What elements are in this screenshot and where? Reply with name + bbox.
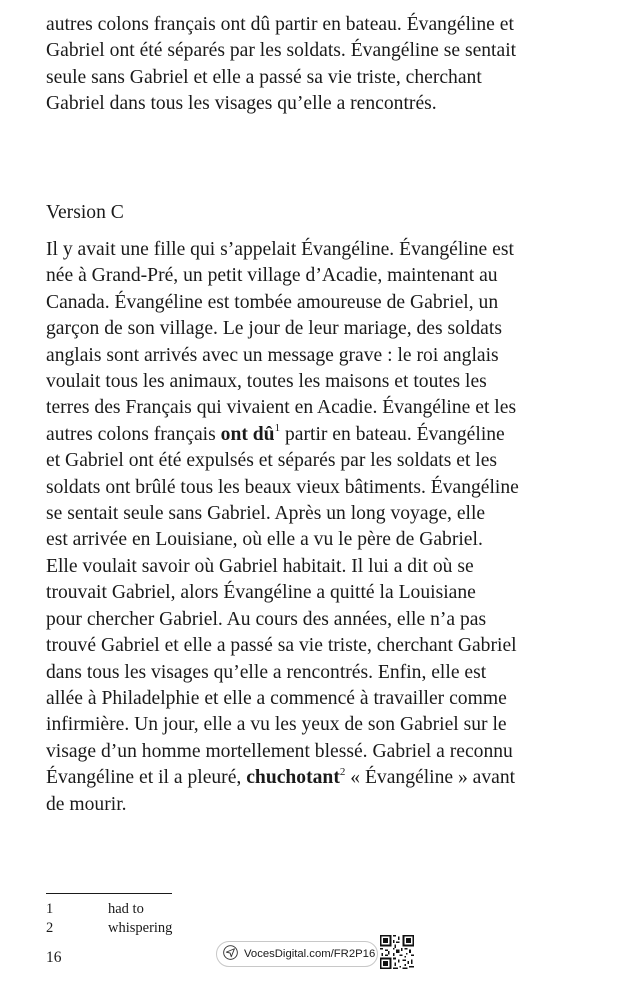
text-line: de mourir. — [46, 793, 127, 815]
text-run: « Évangéline » avant — [345, 767, 516, 789]
footnote-number: 2 — [46, 920, 54, 936]
digital-resource-link[interactable] — [216, 941, 378, 967]
text-line: visage d’un homme mortellement blessé. Gabriel a reconnu — [46, 740, 513, 762]
text-line: trouvé Gabriel et elle a passé sa vie triste, cherchant Gabriel — [46, 635, 517, 657]
text-line: dans tous les visages qu’elle a rencontrés. Enfin, elle est — [46, 661, 487, 683]
text-line: anglais sont arrivés avec un message grave : le roi anglais — [46, 344, 499, 366]
footnote-text: whispering — [108, 920, 173, 936]
page-number: 16 — [46, 949, 62, 966]
text-line: voulait tous les animaux, toutes les maisons et toutes les — [46, 371, 487, 393]
text-line: et Gabriel ont été expulsés et séparés par les soldats et les — [46, 450, 498, 472]
text-line: trouvait Gabriel, alors Évangéline a quitté la Louisiane — [46, 582, 476, 604]
text-line: Elle voulait savoir où Gabriel habitait. Il lui a dit où se — [46, 555, 474, 577]
footnote-1 — [46, 900, 144, 918]
text-line: seule sans Gabriel et elle a passé sa vie triste, cherchant — [46, 66, 482, 88]
text-line: est arrivée en Louisiane, où elle a vu le père de Gabriel. — [46, 529, 483, 551]
text-line: Gabriel dans tous les visages qu’elle a rencontrés. — [46, 93, 437, 115]
text-line: terres des Français qui vivaient en Acadie. Évangéline et les — [46, 397, 517, 419]
section-heading: Version C — [46, 202, 124, 223]
paragraph-continued — [46, 12, 591, 118]
text-line: pour chercher Gabriel. Au cours des années, elle n’a pas — [46, 608, 487, 630]
text-run: Évangéline et il a pleuré, — [46, 767, 247, 789]
text-line: Canada. Évangéline est tombée amoureuse de Gabriel, un — [46, 291, 499, 313]
text-line: soldats ont brûlé tous les beaux vieux bâtiments. Évangéline — [46, 476, 519, 498]
text-line: allée à Philadelphie et elle a commencé à travailler comme — [46, 687, 507, 709]
footnote-divider — [46, 893, 172, 894]
text-line — [46, 765, 591, 791]
paragraph-version-c — [46, 237, 591, 818]
text-line: se sentait seule sans Gabriel. Après un long voyage, elle — [46, 503, 486, 525]
text-line: garçon de son village. Le jour de leur mariage, des soldats — [46, 318, 502, 340]
footnote-number: 1 — [46, 901, 54, 917]
footnote-2 — [46, 919, 172, 937]
text-run: autres colons français — [46, 423, 221, 445]
text-line: autres colons français ont dû partir en bateau. Évangéline et — [46, 14, 514, 35]
text-line: Il y avait une fille qui s’appelait Évangéline. Évangéline est — [46, 239, 514, 260]
text-line: infirmière. Un jour, elle a vu les yeux de son Gabriel sur le — [46, 714, 507, 736]
text-run: partir en bateau. Évangéline — [280, 423, 505, 445]
text-line: Gabriel ont été séparés par les soldats. Évangéline se sentait — [46, 40, 517, 62]
text-line: née à Grand-Pré, un petit village d’Acadie, maintenant au — [46, 265, 498, 287]
footnote-ref-1: 1 — [274, 422, 281, 435]
send-arrow-icon — [223, 945, 244, 963]
glossed-term-ont-du: ont dû — [220, 423, 275, 445]
link-text: VocesDigital.com/FR2P16 — [244, 948, 376, 960]
glossed-term-chuchotant: chuchotant — [246, 767, 340, 789]
footnote-ref-2: 2 — [339, 765, 346, 778]
text-line — [46, 422, 591, 448]
footnote-text: had to — [108, 901, 144, 917]
qr-code-icon[interactable] — [380, 935, 414, 969]
